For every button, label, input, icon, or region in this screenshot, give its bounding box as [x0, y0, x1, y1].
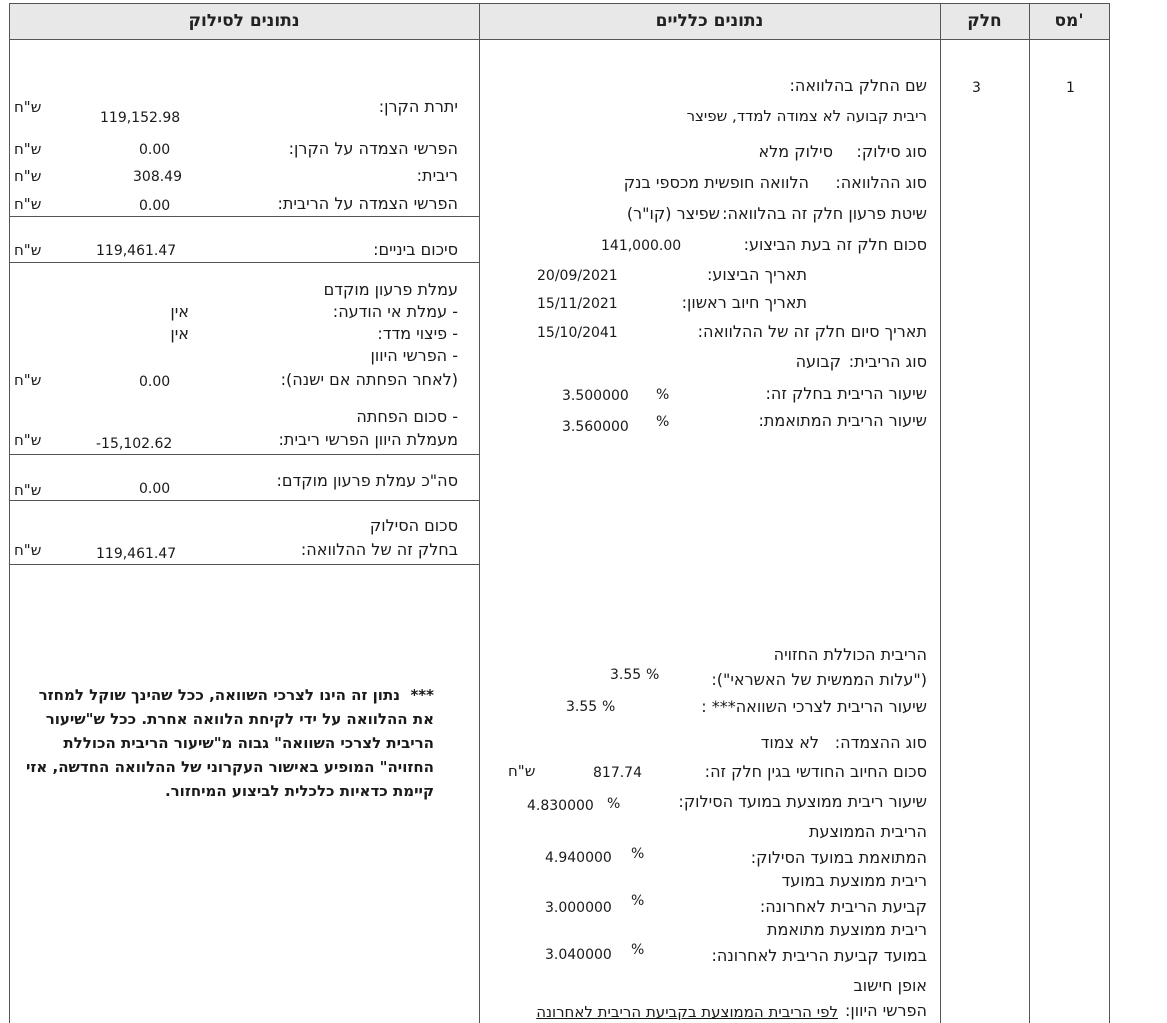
exec-date-label: תאריך הביצוע: [706, 265, 807, 284]
avg-adj-last-label: ריבית ממוצעת מתואמת [766, 920, 927, 939]
interest-linkage-value: 0.00 [139, 198, 171, 214]
comparison-rate-note [16, 683, 434, 803]
interest-rate-label: שיעור הריבית בחלק זה: [765, 384, 927, 403]
total-fee-value: 0.00 [139, 481, 171, 497]
reduction-value: -15,102.62 [96, 436, 173, 452]
no-notice-fee-value: אין [170, 302, 189, 321]
table-left-border [9, 3, 10, 1023]
exec-date-value: 20/09/2021 [537, 268, 618, 284]
avg-rate-payoff-value: 4.830000 [527, 798, 594, 814]
principal-linkage-label: הפרשי הצמדה על הקרן: [288, 139, 458, 158]
interest-label: ריבית: [416, 166, 458, 185]
principal-linkage-currency: ש"ח [14, 140, 42, 158]
cap-diff-label: - הפרשי היוון [370, 346, 458, 365]
loan-type-label: סוג ההלוואה: [835, 173, 927, 192]
column-divider-general [940, 3, 941, 1023]
adjusted-rate-label: שיעור הריבית המתואמת: [758, 411, 927, 430]
cap-diff-currency: ש"ח [14, 371, 42, 389]
comparison-rate-value: 3.55 [566, 699, 598, 715]
reduction-label-2: מעמלת היוון הפרשי ריבית: [278, 430, 458, 449]
interest-rate-percent: % [656, 387, 670, 403]
interest-linkage-currency: ש"ח [14, 195, 42, 213]
adjusted-rate-value: 3.560000 [562, 419, 629, 435]
monthly-charge-value: 817.74 [593, 765, 642, 781]
payoff-sum-label: סכום הסילוק [369, 516, 458, 535]
loan-part-name-value: ריבית קבועה לא צמודה למדד, שפיצר [686, 107, 927, 125]
subtotal-value: 119,461.47 [96, 243, 177, 259]
principal-linkage-value: 0.00 [139, 142, 171, 158]
avg-last-label: ריבית ממוצעת במועד [781, 871, 927, 890]
avg-last-label-2: קביעת הריבית לאחרונה: [759, 897, 927, 916]
table-right-border [1109, 3, 1110, 1023]
index-comp-value: אין [170, 324, 189, 343]
payoff-sum-value: 119,461.47 [96, 546, 177, 562]
loan-part-name-label: שם החלק בהלוואה: [789, 76, 927, 95]
avg-adj-value: 4.940000 [545, 850, 612, 866]
end-date-label: תאריך סיום חלק זה של ההלוואה: [697, 322, 927, 341]
expected-total-label-2: ("עלות הממשית של האשראי"): [711, 670, 927, 689]
avg-adj-last-label-2: במועד קביעת הריבית לאחרונה: [711, 946, 927, 965]
early-fee-title: עמלת פרעון מוקדם [323, 280, 458, 299]
avg-adj-last-percent: % [631, 942, 645, 958]
column-divider-payoff [479, 3, 480, 1023]
comparison-rate-label: שיעור הריבית לצרכי השוואה*** : [701, 697, 927, 716]
divider-line [9, 500, 479, 501]
adjusted-rate-percent: % [656, 414, 670, 430]
payoff-sum-label-2: בחלק זה של ההלוואה: [300, 540, 458, 559]
divider-line [9, 454, 479, 455]
amount-at-exec-label: סכום חלק זה בעת הביצוע: [743, 235, 927, 254]
cap-diff-value: 0.00 [139, 374, 171, 390]
reduction-currency: ש"ח [14, 431, 42, 449]
interest-rate-value: 3.500000 [562, 388, 629, 404]
monthly-charge-label: סכום החיוב החודשי בגין חלק זה: [704, 762, 927, 781]
note-text: נתון זה הינו לצרכי השוואה, ככל שהינך שוקל למחזר את ההלוואה על ידי לקיחת הלוואה אחרת. ככל ש"שיעור הריבית לצרכי השוואה" גבוה מ"שיעור הריבית הכוללת החזויה" המופיע באישור העקרוני של ההלוואה החדשה, אזי קיימת כדאיות כלכלית לביצוע המיחזור. [25, 686, 434, 800]
interest-value: 308.49 [133, 169, 182, 185]
cap-diff-label: הפרשי היוון: [845, 1001, 927, 1020]
expected-total-label: הריבית הכוללת החזויה [773, 645, 927, 664]
amount-at-exec-value: 141,000.00 [601, 238, 682, 254]
interest-type-label: סוג הריבית: [848, 352, 927, 371]
repayment-method-label: שיטת פרעון חלק זה בהלוואה: [722, 204, 927, 223]
note-stars: *** [410, 686, 434, 704]
payoff-type-label: סוג סילוק: [856, 142, 927, 161]
divider-line [9, 564, 479, 565]
expected-total-value: 3.55 [610, 667, 642, 683]
linkage-type-label: סוג ההצמדה: [834, 733, 927, 752]
header-part: חלק [967, 11, 1002, 31]
loan-type-value: הלוואה חופשית מכספי בנק [623, 173, 809, 192]
index-comp-label: - פיצוי מדד: [377, 324, 458, 343]
avg-rate-payoff-label: שיעור ריבית ממוצעת במועד הסילוק: [678, 792, 927, 811]
repayment-method-value: שפיצר (קו"ר) [626, 204, 720, 223]
avg-last-value: 3.000000 [545, 900, 612, 916]
monthly-charge-currency: ש"ח [508, 762, 536, 780]
subtotal-currency: ש"ח [14, 241, 42, 259]
total-fee-label: סה"כ עמלת פרעון מוקדם: [276, 471, 458, 490]
principal-balance-label: יתרת הקרן: [378, 97, 458, 116]
payoff-sum-currency: ש"ח [14, 541, 42, 559]
row-number: 1 [1066, 80, 1075, 96]
header-payoff-data: נתונים לסילוק [188, 11, 300, 31]
avg-adj-percent: % [631, 846, 645, 862]
interest-currency: ש"ח [14, 167, 42, 185]
reduction-label: - סכום הפחתה [356, 407, 458, 426]
payoff-type-value: סילוק מלא [758, 142, 833, 161]
end-date-value: 15/10/2041 [537, 325, 618, 341]
avg-adj-label-2: המתואמת במועד הסילוק: [750, 848, 927, 867]
avg-adj-last-value: 3.040000 [545, 947, 612, 963]
divider-line [9, 216, 479, 217]
first-charge-label: תאריך חיוב ראשון: [681, 293, 807, 312]
divider-line [9, 262, 479, 263]
principal-balance-currency: ש"ח [14, 98, 42, 116]
header-bottom-border [9, 39, 1109, 40]
interest-linkage-label: הפרשי הצמדה על הריבית: [277, 194, 458, 213]
linkage-type-value: לא צמוד [760, 733, 819, 752]
header-number: מס' [1054, 11, 1084, 31]
interest-type-value: קבועה [795, 352, 841, 371]
calc-method-label: אופן חישוב [853, 976, 927, 995]
no-notice-fee-label: - עמלת אי הודעה: [332, 302, 458, 321]
first-charge-value: 15/11/2021 [537, 296, 618, 312]
total-fee-currency: ש"ח [14, 481, 42, 499]
avg-adj-label: הריבית הממוצעת [808, 822, 927, 841]
cap-diff-label-2: (לאחר הפחתה אם ישנה): [280, 370, 458, 389]
comparison-rate-percent: % [602, 699, 616, 715]
column-divider-part [1029, 3, 1030, 1023]
expected-total-percent: % [646, 667, 660, 683]
header-general-data: נתונים כלליים [655, 11, 764, 31]
avg-rate-payoff-percent: % [607, 796, 621, 812]
avg-last-percent: % [631, 893, 645, 909]
cap-diff-method-value: לפי הריבית הממוצעת בקביעת הריבית לאחרונה [536, 1003, 838, 1021]
subtotal-label: סיכום ביניים: [373, 240, 458, 259]
row-part: 3 [972, 80, 981, 96]
principal-balance-value: 119,152.98 [100, 110, 181, 126]
